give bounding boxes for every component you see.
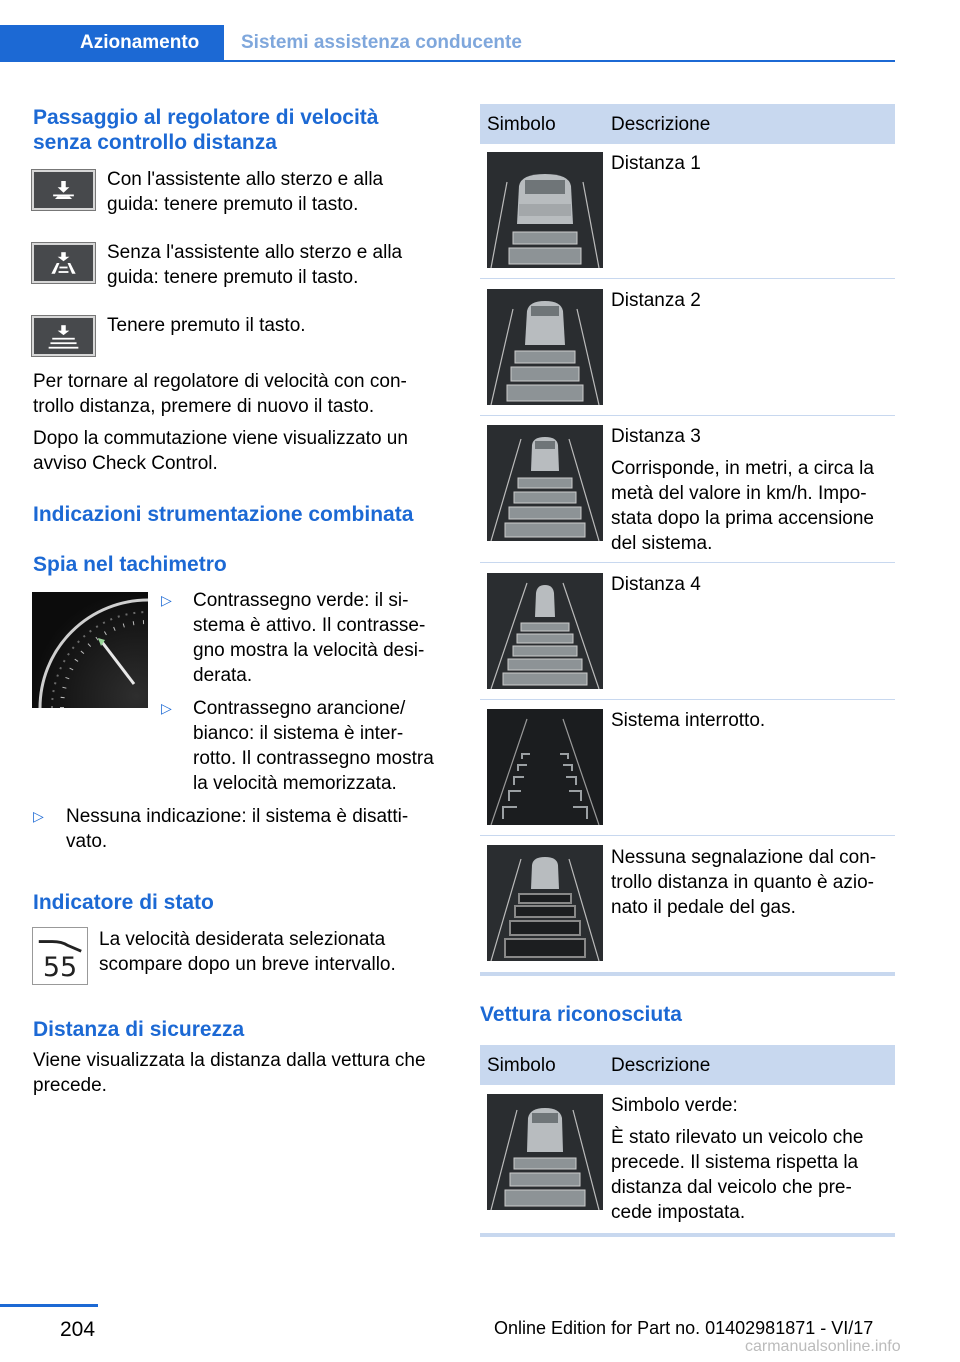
distance-2-description: Distanza 2 xyxy=(611,290,701,311)
distance-1-description: Distanza 1 xyxy=(611,153,701,174)
safety-distance-text: Viene visualizzata la distanza dalla vettura che precede. xyxy=(33,1050,426,1096)
bullet-marker: ▷ xyxy=(161,700,172,716)
section-tab[interactable]: Sistemi assistenza conducente xyxy=(241,32,522,53)
bullet-marker: ▷ xyxy=(161,592,172,608)
acc-distance-button-icon xyxy=(32,316,95,356)
section-title-instrument-cluster: Indicazioni strumentazione combinata xyxy=(33,503,414,526)
system-interrupted-description: Sistema interrotto. xyxy=(611,710,766,731)
section-title-safety-distance: Distanza di sicurezza xyxy=(33,1018,245,1041)
distance-2-symbol xyxy=(487,289,603,405)
system-interrupted-symbol xyxy=(487,709,603,825)
item-text-2: Senza l'assistente allo sterzo e alla guida: tenere premuto il tasto. xyxy=(107,242,403,288)
section-title-speed-regulator: Passaggio al regolatore di velocità senza controllo distanza xyxy=(33,106,379,154)
watermark: carmanualsonline.info xyxy=(745,1338,901,1355)
section-title-status-indicator: Indicatore di stato xyxy=(33,891,214,914)
paragraph-check-control: Dopo la commutazione viene visualizzato un avviso Check Control. xyxy=(33,428,408,474)
status-indicator-text: La velocità desiderata selezionata scompare dopo un breve intervallo. xyxy=(99,929,396,975)
status-indicator-icon xyxy=(32,927,88,985)
bullet-text-none: Nessuna indicazione: il sistema è disatti‐ vato. xyxy=(66,806,409,852)
paragraph-return: Per tornare al regolatore di velocità con con‐ trollo distanza, premere di nuovo il tasto. xyxy=(33,371,407,417)
bullet-text-green: Contrassegno verde: il si‐ stema è attivo. Il contrasse‐ gno mostra la velocità desi‐ derata. xyxy=(193,590,426,686)
chapter-tab[interactable]: Azionamento xyxy=(0,25,224,60)
vehicle-detected-symbol xyxy=(487,1094,603,1210)
distance-4-symbol xyxy=(487,573,603,689)
vehicle-detected-description: Simbolo verde: È stato rilevato un veicolo che precede. Il sistema rispetta la distanza dal veicolo che pre‐ cede impostata. xyxy=(611,1095,864,1223)
column-header-description: Descrizione xyxy=(611,1055,711,1076)
row-divider xyxy=(480,835,895,836)
column-header-description: Descrizione xyxy=(611,114,711,135)
distance-3-description: Distanza 3 Corrisponde, in metri, a circa la metà del valore in km/h. Impo‐ stata dopo la prima accensione del sistema. xyxy=(611,426,874,554)
section-title-speedometer-light: Spia nel tachimetro xyxy=(33,553,227,576)
distance-4-description: Distanza 4 xyxy=(611,574,701,595)
row-divider xyxy=(480,562,895,563)
item-text-3: Tenere premuto il tasto. xyxy=(107,315,306,336)
footer-accent-line xyxy=(0,1304,98,1307)
column-header-symbol: Simbolo xyxy=(487,1055,556,1076)
table-bottom-border xyxy=(480,972,895,976)
row-divider xyxy=(480,415,895,416)
distance-1-symbol xyxy=(487,152,603,268)
section-title-vehicle-detected: Vettura riconosciuta xyxy=(480,1003,682,1026)
page-header xyxy=(0,25,895,62)
bullet-marker: ▷ xyxy=(33,808,44,824)
no-signal-description: Nessuna segnalazione dal con‐ trollo distanza in quanto è azio‐ nato il pedale del gas. xyxy=(611,847,877,918)
table-header xyxy=(480,104,895,144)
distance-3-symbol xyxy=(487,425,603,541)
table-header xyxy=(480,1045,895,1085)
no-signal-symbol xyxy=(487,845,603,961)
acc-lane-button-icon xyxy=(32,243,95,283)
row-divider xyxy=(480,699,895,700)
svg-text:55: 55 xyxy=(42,952,78,984)
speedometer-image xyxy=(32,592,148,708)
bullet-text-orange: Contrassegno arancione/ bianco: il sistema è inter‐ rotto. Il contrassegno mostra la velocità memorizzata. xyxy=(193,698,434,794)
column-header-symbol: Simbolo xyxy=(487,114,556,135)
edition-info: Online Edition for Part no. 01402981871 - VI/17 xyxy=(494,1318,874,1338)
item-text-1: Con l'assistente allo sterzo e alla guida: tenere premuto il tasto. xyxy=(107,169,384,215)
row-divider xyxy=(480,278,895,279)
table-bottom-border xyxy=(480,1233,895,1237)
page-number: 204 xyxy=(60,1318,96,1341)
acc-steering-button-icon xyxy=(32,170,95,210)
